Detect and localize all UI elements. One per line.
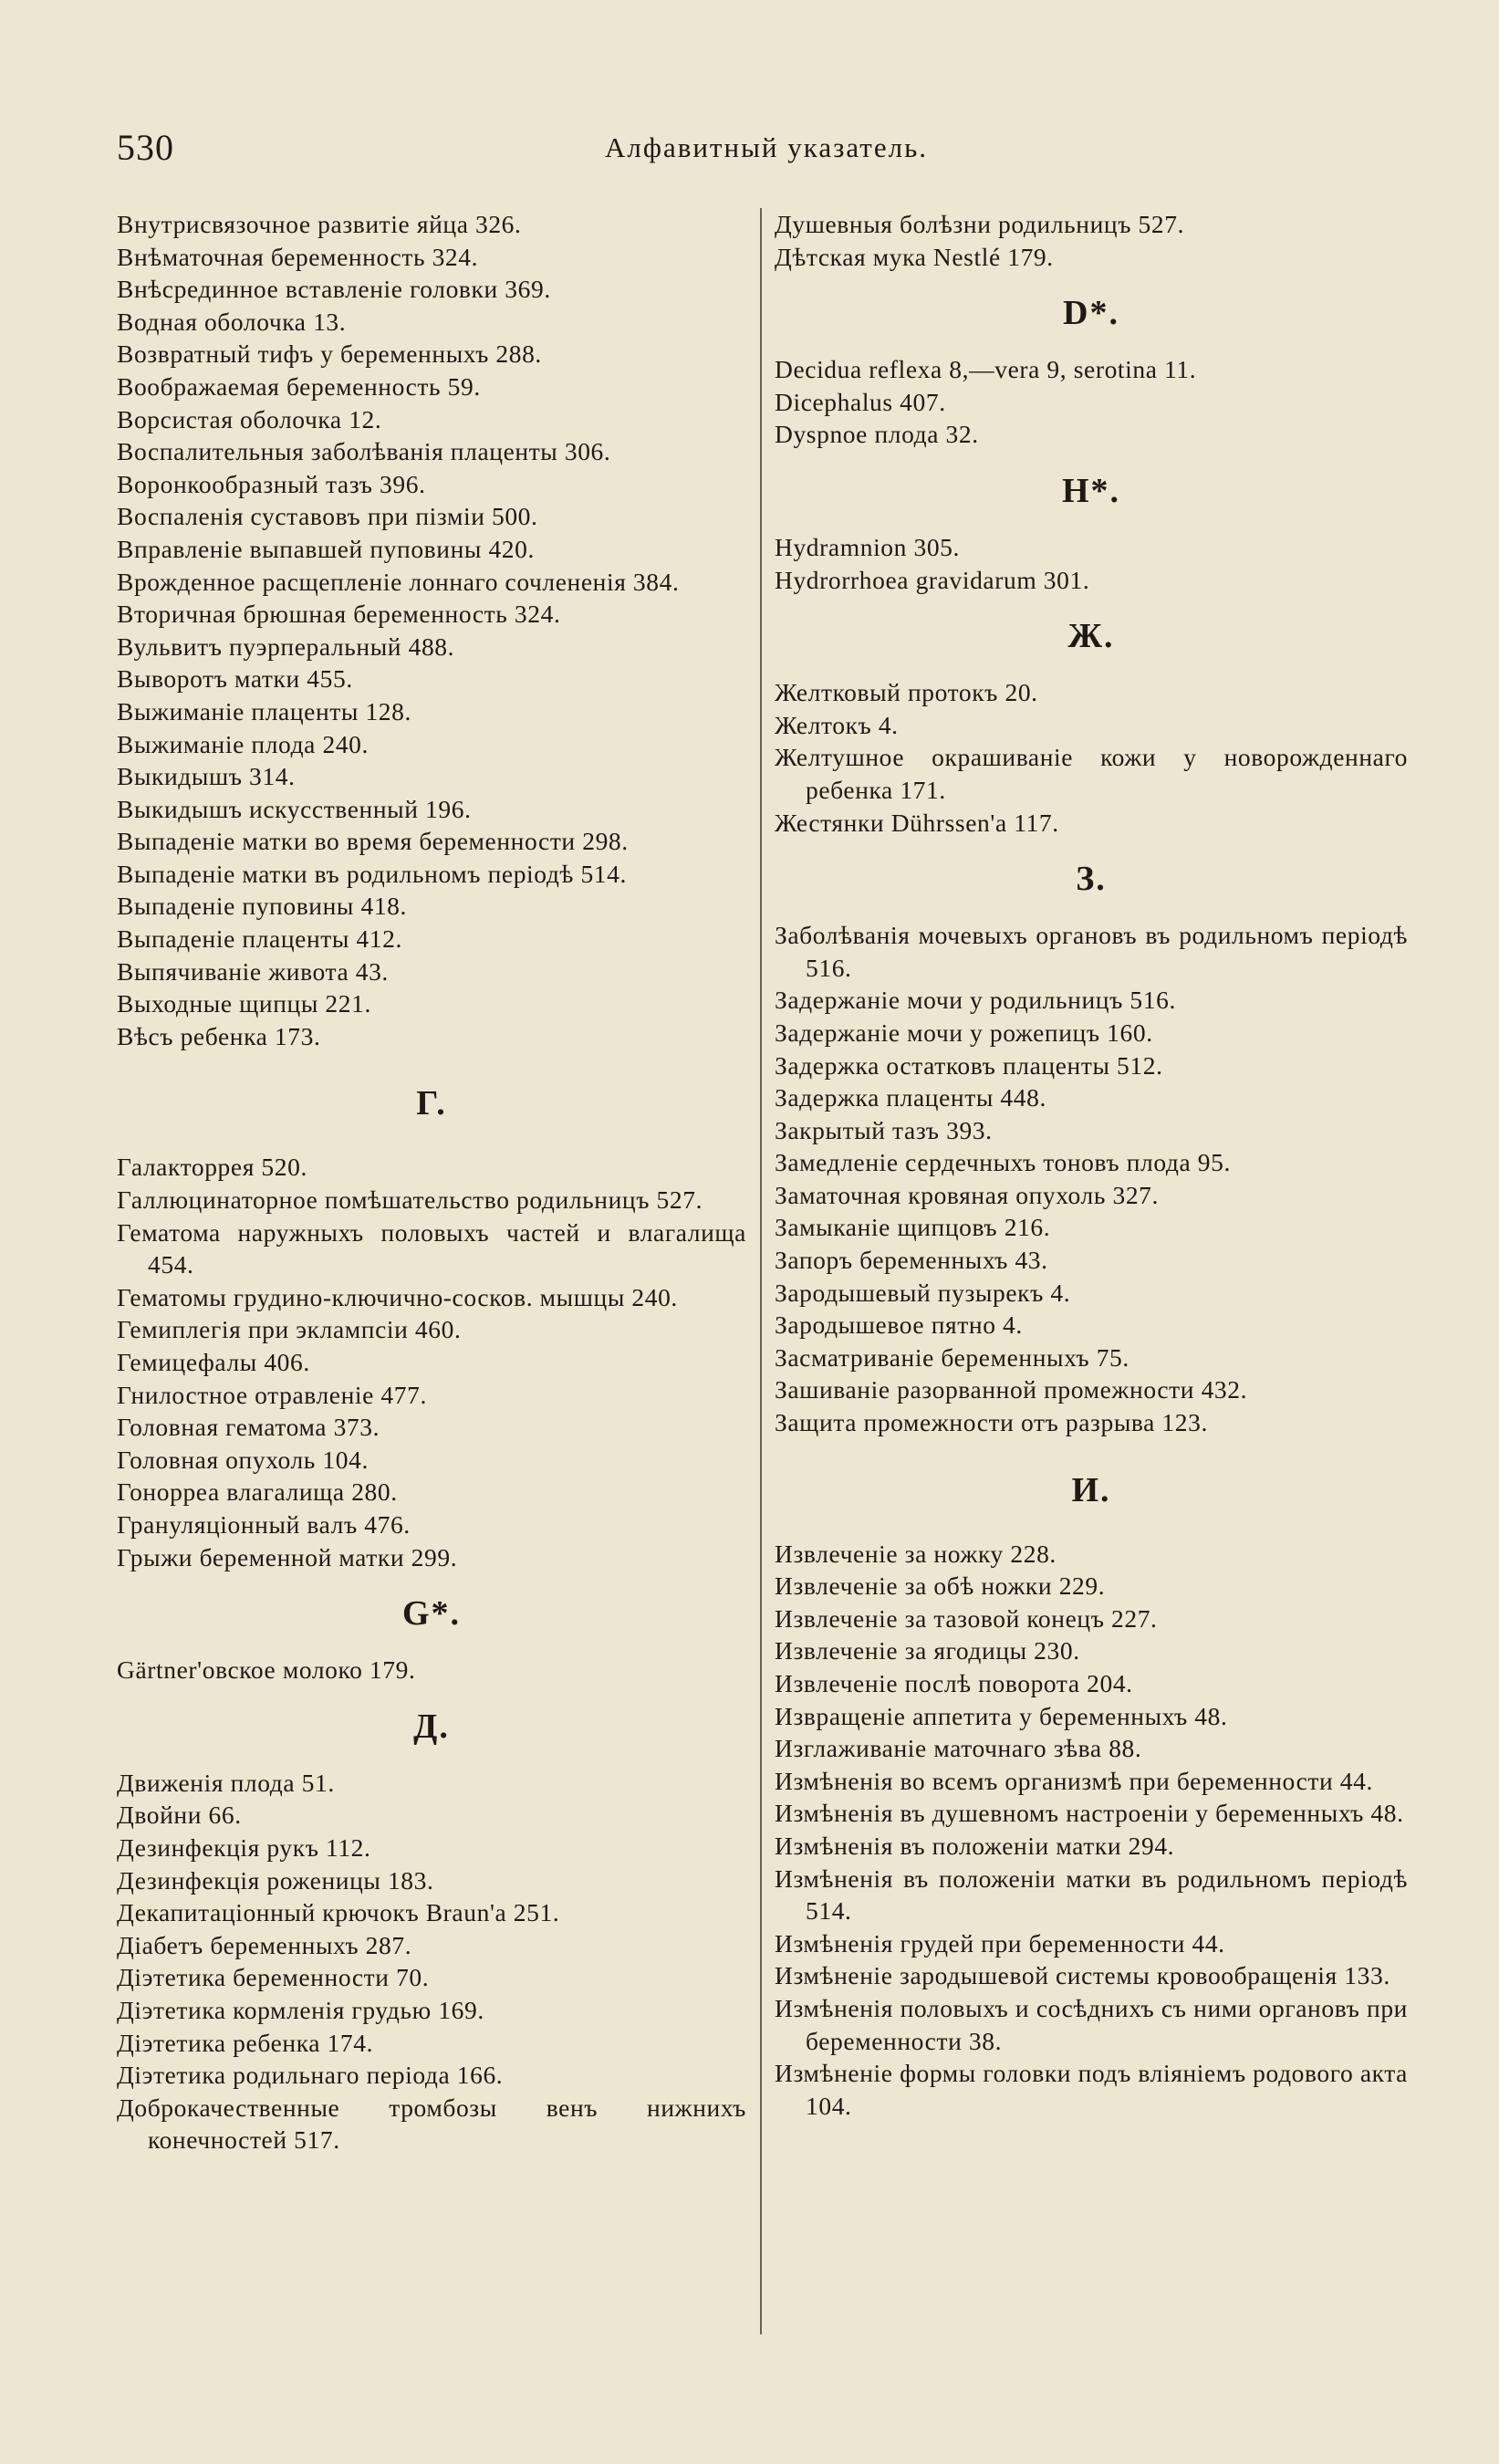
index-entry: Выходные щипцы 221. <box>117 989 371 1018</box>
index-entry: Выкидышъ искусственный 196. <box>117 794 472 823</box>
index-entry: Выпаденіе матки въ родильномъ періодѣ 514. <box>117 859 627 888</box>
section-heading-h-latin: H*. <box>1061 471 1121 510</box>
index-entry: Головная опухоль 104. <box>117 1445 369 1474</box>
section-heading-z: З. <box>1076 860 1107 899</box>
running-title: Алфавитный указатель. <box>605 131 928 163</box>
index-entry: Защита промежности отъ разрыва 123. <box>775 1408 1208 1437</box>
column-divider <box>760 208 762 2334</box>
index-entry: Заматочная кровяная опухоль 327. <box>775 1180 1160 1209</box>
right-group-d-latin <box>775 353 1408 451</box>
index-entry: Вѣсъ ребенка 173. <box>117 1021 321 1050</box>
right-group-i <box>775 1538 1408 2123</box>
index-entry: Дѣтская мука Nestlé 179. <box>775 242 1054 271</box>
index-entry: Врожденное расщепленіе лоннаго сочлененія 384. <box>117 567 680 596</box>
section-heading-g: Г. <box>416 1084 447 1123</box>
index-entry: Выворотъ матки 455. <box>117 664 353 694</box>
index-entry: Внутрисвязочное развитіе яйца 326. <box>117 210 522 238</box>
index-entry: Діэтетика кормленія грудью 169. <box>117 1995 484 2024</box>
index-entry: Измѣненія грудей при беременности 44. <box>775 1928 1225 1958</box>
index-entry: Gärtner'овское молоко 179. <box>117 1655 416 1685</box>
left-group-g <box>117 1151 746 1573</box>
index-entry: Вторичная брюшная беременность 324. <box>117 600 561 629</box>
index-entry: Галакторрея 520. <box>117 1153 307 1182</box>
index-entry: Извлеченіе за ягодицы 230. <box>775 1636 1080 1665</box>
index-entry: Измѣненіе формы головки подъ вліяніемъ родового акта 104. <box>775 2059 1408 2120</box>
index-entry: Извлеченіе за ножку 228. <box>775 1539 1057 1568</box>
index-entry: Извлеченіе за тазовой конецъ 227. <box>775 1603 1158 1633</box>
index-entry: Dicephalus 407. <box>775 387 946 416</box>
index-entry: Измѣненія въ положеніи матки 294. <box>775 1831 1175 1860</box>
index-entry: Гемицефалы 406. <box>117 1348 310 1376</box>
right-column <box>775 208 1408 2122</box>
left-group-d <box>117 1767 746 2156</box>
left-column <box>117 208 746 2156</box>
index-entry: Двойни 66. <box>117 1801 242 1830</box>
index-entry: Гонорреа влагалища 280. <box>117 1477 398 1507</box>
index-entry: Гематома наружныхъ половыхъ частей и влагалища 454. <box>117 1217 746 1279</box>
index-entry: Измѣненія въ положеніи матки въ родильномъ періодѣ 514. <box>775 1864 1408 1926</box>
section-heading-d: Д. <box>413 1707 450 1746</box>
index-entry: Гнилостное отравленіе 477. <box>117 1380 427 1409</box>
index-entry: Замедленіе сердечныхъ тоновъ плода 95. <box>775 1148 1231 1177</box>
index-entry: Задержаніе мочи у рожепицъ 160. <box>775 1018 1153 1047</box>
index-entry: Воспаленія суставовъ при пізміи 500. <box>117 502 538 531</box>
index-entry: Воронкообразный тазъ 396. <box>117 469 426 498</box>
index-entry: Головная гематома 373. <box>117 1413 380 1442</box>
index-entry: Замыканіе щипцовъ 216. <box>775 1213 1051 1242</box>
index-entry: Dyspnoe плода 32. <box>775 420 979 449</box>
section-heading-i: И. <box>1071 1470 1111 1509</box>
index-entry: Діэтетика беременности 70. <box>117 1963 430 1992</box>
index-entry: Ворсистая оболочка 12. <box>117 404 382 433</box>
left-group-g-latin <box>117 1654 746 1686</box>
index-entry: Задержка остатковъ плаценты 512. <box>775 1050 1163 1080</box>
index-entry: Воспалительныя заболѣванія плаценты 306. <box>117 437 611 466</box>
right-group-zh <box>775 676 1408 839</box>
index-entry: Зародышевое пятно 4. <box>775 1310 1023 1340</box>
index-entry: Желтокъ 4. <box>775 710 899 739</box>
index-entry: Движенія плода 51. <box>117 1768 335 1797</box>
index-entry: Закрытый тазъ 393. <box>775 1115 993 1144</box>
index-entry: Выпячиваніе живота 43. <box>117 956 389 986</box>
index-entry: Изглаживаніе маточнаго зѣва 88. <box>775 1734 1142 1763</box>
index-entry: Выпаденіе пуповины 418. <box>117 892 408 921</box>
right-group-h-latin <box>775 531 1408 596</box>
index-entry: Hydramnion 305. <box>775 532 961 561</box>
index-entry: Извлеченіе за обѣ ножки 229. <box>775 1571 1106 1601</box>
index-entry: Внѣсрединное вставленіе головки 369. <box>117 275 551 304</box>
section-heading-zh: Ж. <box>1067 617 1115 656</box>
index-entry: Задержка плаценты 448. <box>775 1083 1046 1112</box>
index-entry: Желтушное окрашиваніе кожи у новорожденнаго ребенка 171. <box>775 743 1408 804</box>
index-entry: Засматриваніе беременныхъ 75. <box>775 1342 1129 1372</box>
page-header <box>117 126 1394 181</box>
index-entry: Воображаемая беременность 59. <box>117 371 481 401</box>
index-entry: Дезинфекція рукъ 112. <box>117 1832 371 1862</box>
index-entry: Hydrorrhoea gravidarum 301. <box>775 565 1090 594</box>
index-entry: Измѣненія въ душевномъ настроеніи у беременныхъ 48. <box>775 1799 1404 1828</box>
index-entry: Грануляціонный валъ 476. <box>117 1509 411 1539</box>
index-entry: Діэтетика родильнаго періода 166. <box>117 2061 504 2090</box>
index-entry: Вправленіе выпавшей пуповины 420. <box>117 534 535 563</box>
index-entry: Доброкачественные тромбозы венъ нижнихъ конечностей 517. <box>117 2093 746 2155</box>
index-entry: Извлеченіе послѣ поворота 204. <box>775 1669 1133 1697</box>
index-entry: Выжиманіе плаценты 128. <box>117 696 411 726</box>
index-entry: Измѣненія во всемъ организмѣ при беременности 44. <box>775 1766 1373 1795</box>
index-entry: Выпаденіе матки во время беременности 298. <box>117 827 629 856</box>
index-entry: Извращеніе аппетита у беременныхъ 48. <box>775 1701 1228 1730</box>
index-entry: Жестянки Dührssen'a 117. <box>775 808 1059 837</box>
page-number: 530 <box>117 127 174 168</box>
index-entry: Измѣненія половыхъ и сосѣднихъ съ ними органовъ при беременности 38. <box>775 1993 1408 2055</box>
right-group-z <box>775 919 1408 1439</box>
index-entry: Decidua reflexa 8,—vera 9, serotina 11. <box>775 355 1197 384</box>
index-entry: Гематомы грудино-ключично-сосков. мышцы 240. <box>117 1282 678 1311</box>
index-entry: Грыжи беременной матки 299. <box>117 1542 458 1571</box>
index-entry: Вульвитъ пуэрперальный 488. <box>117 632 455 661</box>
index-entry: Внѣматочная беременность 324. <box>117 242 479 271</box>
section-heading-d-latin: D*. <box>1063 294 1119 333</box>
index-entry: Діабетъ беременныхъ 287. <box>117 1930 412 1959</box>
index-entry: Діэтетика ребенка 174. <box>117 2028 374 2057</box>
index-entry: Выпаденіе плаценты 412. <box>117 924 402 954</box>
right-group-d-cont <box>775 208 1408 273</box>
index-entry: Зародышевый пузырекъ 4. <box>775 1278 1071 1307</box>
index-entry: Возвратный тифъ у беременныхъ 288. <box>117 339 542 369</box>
section-heading-g-latin: G*. <box>401 1594 462 1634</box>
index-entry: Декапитаціонный крючокъ Braun'a 251. <box>117 1898 560 1927</box>
index-entry: Водная оболочка 13. <box>117 307 347 336</box>
index-entry: Выкидышъ 314. <box>117 762 296 791</box>
index-entry: Задержаніе мочи у родильницъ 516. <box>775 986 1176 1015</box>
left-group-v <box>117 208 746 1052</box>
index-entry: Запоръ беременныхъ 43. <box>775 1246 1048 1275</box>
index-entry: Галлюцинаторное помѣшательство родильницъ 527. <box>117 1185 703 1215</box>
index-entry: Выжиманіе плода 240. <box>117 729 369 758</box>
index-entry: Гемиплегія при эклампсіи 460. <box>117 1315 462 1344</box>
index-entry: Заболѣванія мочевыхъ органовъ въ родильномъ періодѣ 516. <box>775 921 1408 982</box>
index-entry: Дезинфекція роженицы 183. <box>117 1865 434 1895</box>
index-entry: Душевныя болѣзни родильницъ 527. <box>775 210 1185 238</box>
index-entry: Желтковый протокъ 20. <box>775 678 1038 707</box>
index-entry: Измѣненіе зародышевой системы кровообращенія 133. <box>775 1961 1390 1990</box>
index-entry: Зашиваніе разорванной промежности 432. <box>775 1375 1248 1404</box>
